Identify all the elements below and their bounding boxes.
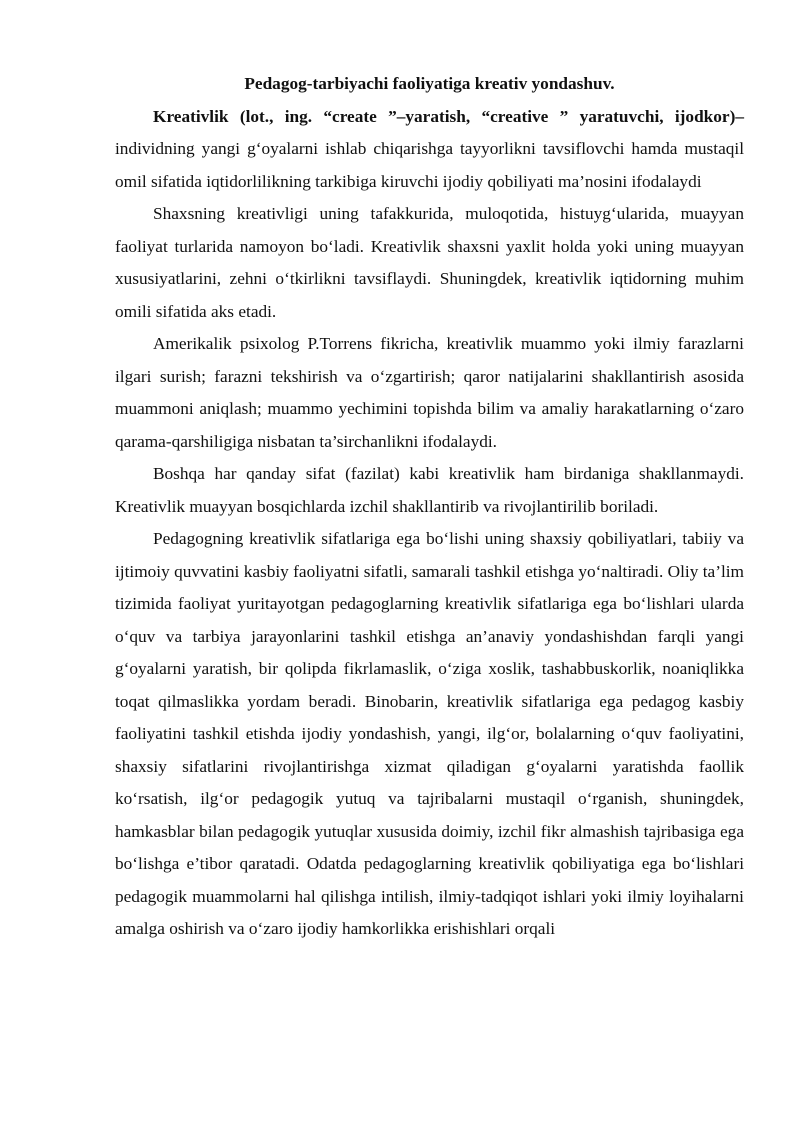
document-page — [115, 68, 744, 946]
paragraph-shaxs-kreativligi: Shaxsning kreativligi uning tafakkurida, muloqotida, histuyg‘ularida, muayyan faoliyat turlarida namoyon bo‘ladi. Kreativlik shaxsni yaxlit holda yoki uning muayyan xususiyatlarini, zehni o‘tkirlikni tavsiflaydi. Shuningdek, kreativlik iqtidorning muhim omili sifatida aks etadi. — [115, 204, 744, 321]
paragraph-pedagog-kreativligi: Pedagogning kreativlik sifatlariga ega bo‘lishi uning shaxsiy qobiliyatlari, tabiiy va ijtimoiy quvvatini kasbiy faoliyatni sifatli, samarali tashkil etishga yo‘naltiradi. Oliy ta’lim tizimida faoliyat yuritayotgan pedagoglarning kreativlik sifatlariga ega bo‘lishlari ularda o‘quv va tarbiya jarayonlarini tashkil etishga an’anaviy yondashishdan farqli yangi g‘oyalarni yaratish, bir qolipda fikrlamaslik, o‘ziga xoslik, tashabbuskorlik, noaniqlikka toqat qilmaslikka yordam beradi. Binobarin, kreativlik sifatlariga ega pedagog kasbiy faoliyatini tashkil etishda ijodiy yondashish, yangi, ilg‘or, bolalarning o‘quv faoliyatini, shaxsiy sifatlarini rivojlantirishga xizmat qiladigan g‘oyalarni yaratishda faollik ko‘rsatish, ilg‘or pedagogik yutuq va tajribalarni mustaqil o‘rganish, shuningdek, hamkasblar bilan pedagogik yutuqlar xususida doimiy, izchil fikr almashish tajribasiga ega bo‘lishga e’tibor qaratadi. Odatda pedagoglarning kreativlik qobiliyatiga ega bo‘lishlari pedagogik muammolarni hal qilishga intilish, ilmiy-tadqiqot ishlari yoki ilmiy loyihalarni amalga oshirish va o‘zaro ijodiy hamkorlikka erishishlari orqali — [115, 529, 744, 938]
document-title: Pedagog-tarbiyachi faoliyatiga kreativ yondashuv. — [244, 74, 615, 93]
paragraph-kreativlik-definition — [115, 101, 744, 199]
definition-text: individning yangi g‘oyalarni ishlab chiqarishga tayyorlikni tavsiflovchi hamda mustaqil omil sifatida iqtidorlilikning tarkibiga kiruvchi ijodiy qobiliyati ma’nosini ifodalaydi — [115, 139, 744, 191]
paragraph-bosqichlar: Boshqa har qanday sifat (fazilat) kabi kreativlik ham birdaniga shakllanmaydi. Kreativlik muayyan bosqichlarda izchil shakllantirib va rivojlantirilib boriladi. — [115, 464, 744, 516]
paragraph-torrens: Amerikalik psixolog P.Torrens fikricha, kreativlik muammo yoki ilmiy farazlarni ilgari surish; farazni tekshirish va o‘zgartirish; qaror natijalarini shakllantirish asosida muammoni aniqlash; muammo yechimini topishda bilim va amaliy harakatlarning o‘zaro qarama-qarshiligiga nisbatan ta’sirchanlikni ifodalaydi. — [115, 334, 744, 451]
definition-term: Kreativlik (lot., ing. “create ”–yaratish, “creative ” yaratuvchi, ijodkor)– — [153, 106, 744, 126]
